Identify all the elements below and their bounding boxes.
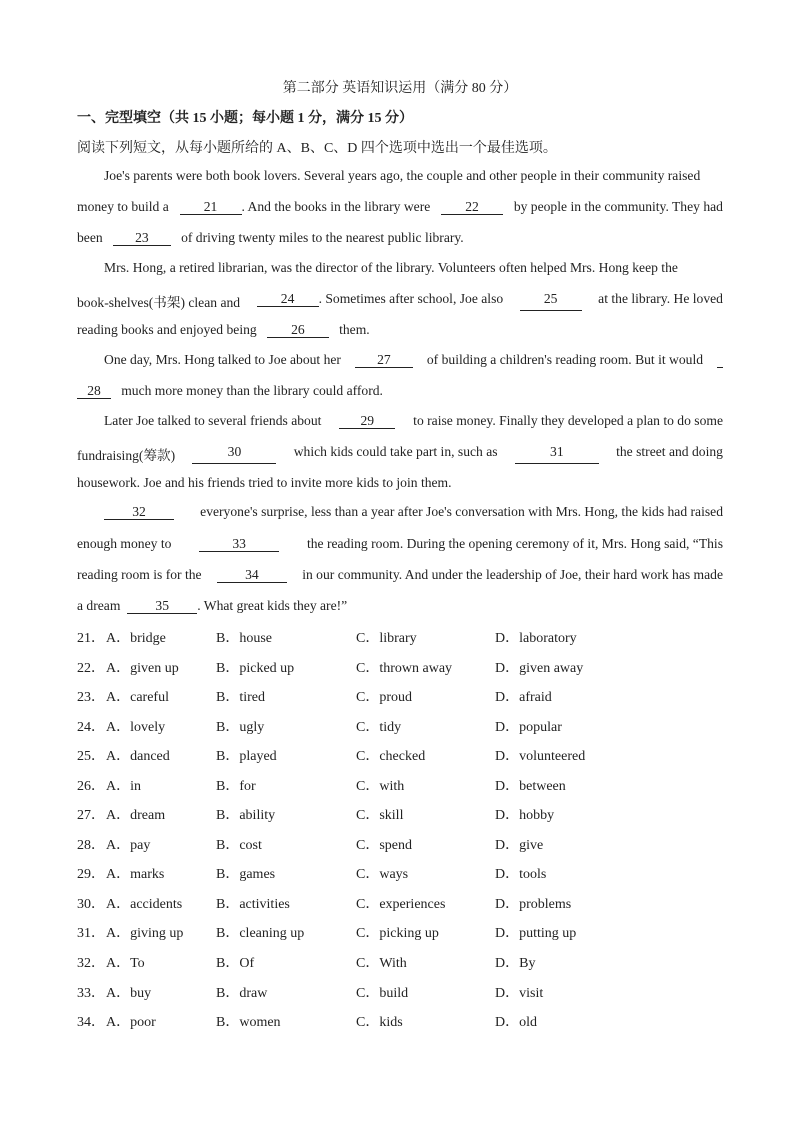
passage-line (77, 322, 723, 338)
passage-line (77, 598, 723, 614)
option-b[interactable]: B．cleaning up (216, 926, 305, 941)
answer-blank: 24 (257, 291, 319, 307)
passage-text: a dream (77, 598, 121, 613)
passage-text: . Sometimes after school, Joe also (318, 291, 504, 306)
passage-text: them. (339, 322, 370, 337)
option-a[interactable]: A．given up (106, 661, 179, 676)
option-b[interactable]: B．ugly (216, 720, 265, 735)
answer-blank (717, 352, 723, 368)
question-row-32 (77, 952, 677, 972)
option-d[interactable]: D．laboratory (495, 631, 577, 646)
answer-blank: 22 (441, 199, 503, 215)
question-number: 29． (77, 867, 105, 882)
passage-line (77, 383, 723, 399)
option-d[interactable]: D．volunteered (495, 749, 586, 764)
option-a[interactable]: A．To (106, 956, 145, 971)
answer-blank: 23 (113, 230, 171, 246)
answer-blank: 27 (355, 352, 413, 368)
option-a[interactable]: A．in (106, 779, 141, 794)
passage-text: by people in the community. They had (513, 199, 723, 214)
option-c[interactable]: C．experiences (356, 897, 446, 912)
option-b[interactable]: B．games (216, 867, 276, 882)
option-d[interactable]: D．tools (495, 867, 547, 882)
passage-line (104, 352, 723, 368)
option-b[interactable]: B．played (216, 749, 277, 764)
option-a[interactable]: A．giving up (106, 926, 184, 941)
passage-line (104, 504, 723, 520)
passage-text: book-shelves(书架) clean and (77, 295, 241, 310)
section-heading: 一、完型填空（共 15 小题；每小题 1 分，满分 15 分） (77, 111, 413, 126)
passage-text: the reading room. During the opening ceremony of it, Mrs. Hong said, “This (306, 536, 723, 551)
answer-blank: 25 (520, 291, 582, 311)
passage-text: to raise money. Finally they developed a plan to do some (413, 413, 723, 428)
option-b[interactable]: B．activities (216, 897, 290, 912)
option-d[interactable]: D．hobby (495, 808, 555, 823)
option-c[interactable]: C．kids (356, 1015, 403, 1030)
option-c[interactable]: C．picking up (356, 926, 439, 941)
question-row-25 (77, 745, 677, 765)
question-number: 26． (77, 779, 105, 794)
passage-text: One day, Mrs. Hong talked to Joe about her (104, 352, 341, 367)
instruction-text: 阅读下列短文，从每小题所给的 A、B、C、D 四个选项中选出一个最佳选项。 (77, 141, 557, 156)
passage-text: Mrs. Hong, a retired librarian, was the director of the library. Volunteers often helped Mrs. Hong keep the (104, 260, 678, 275)
option-d[interactable]: D．give (495, 838, 544, 853)
option-c[interactable]: C．thrown away (356, 661, 453, 676)
part-title: 第二部分 英语知识运用（满分 80 分） (282, 81, 518, 96)
passage-text: money to build a (77, 199, 169, 214)
passage-line (77, 291, 723, 311)
passage-text: . What great kids they are!” (197, 598, 348, 613)
question-row-30 (77, 893, 677, 913)
option-b[interactable]: B．draw (216, 986, 268, 1001)
question-number: 34． (77, 1015, 105, 1030)
passage-text: of driving twenty miles to the nearest public library. (181, 230, 464, 245)
passage-text: Joe's parents were both book lovers. Several years ago, the couple and other people in their community raised (104, 168, 701, 183)
passage-line (104, 260, 723, 276)
option-c[interactable]: C．With (356, 956, 407, 971)
passage-line (77, 536, 723, 552)
option-a[interactable]: A．dream (106, 808, 166, 823)
option-c[interactable]: C．build (356, 986, 409, 1001)
passage-text: the street and doing (616, 444, 723, 459)
answer-blank: 26 (267, 322, 329, 338)
option-b[interactable]: B．cost (216, 838, 262, 853)
question-row-23 (77, 686, 677, 706)
option-d[interactable]: D．popular (495, 720, 562, 735)
option-c[interactable]: C．library (356, 631, 417, 646)
passage-line (104, 168, 723, 184)
option-a[interactable]: A．accidents (106, 897, 183, 912)
option-a[interactable]: A．danced (106, 749, 170, 764)
passage-line (77, 567, 723, 583)
passage-line (77, 230, 723, 246)
answer-blank: 34 (217, 567, 287, 583)
option-a[interactable]: A．poor (106, 1015, 156, 1030)
option-d[interactable]: D．visit (495, 986, 544, 1001)
passage-text: enough money to (77, 536, 172, 551)
question-number: 24． (77, 720, 105, 735)
passage-line (77, 444, 723, 464)
option-a[interactable]: A．bridge (106, 631, 166, 646)
passage-line (77, 199, 723, 215)
question-row-33 (77, 982, 677, 1002)
passage-text: . And the books in the library were (241, 199, 431, 214)
option-d[interactable]: D．By (495, 956, 536, 971)
passage-text: everyone's surprise, less than a year after Joe's conversation with Mrs. Hong, the kids had raised (200, 504, 723, 519)
option-d[interactable]: D．problems (495, 897, 572, 912)
option-d[interactable]: D．old (495, 1015, 537, 1030)
passage-line (77, 475, 723, 491)
question-number: 32． (77, 956, 105, 971)
question-number: 30． (77, 897, 105, 912)
passage-text: reading books and enjoyed being (77, 322, 257, 337)
option-b[interactable]: B．house (216, 631, 272, 646)
option-c[interactable]: C．skill (356, 808, 404, 823)
option-d[interactable]: D．given away (495, 661, 584, 676)
option-a[interactable]: A．pay (106, 838, 151, 853)
passage-text: reading room is for the (77, 567, 202, 582)
question-row-29 (77, 863, 677, 883)
passage-line (104, 413, 723, 429)
passage-text: in our community. And under the leadership of Joe, their hard work has made (302, 567, 723, 582)
option-b[interactable]: B．for (216, 779, 256, 794)
option-c[interactable]: C．tidy (356, 720, 402, 735)
question-number: 23． (77, 690, 105, 705)
question-row-26 (77, 775, 677, 795)
passage-text: much more money than the library could afford. (121, 383, 383, 398)
option-c[interactable]: C．spend (356, 838, 412, 853)
option-b[interactable]: B．ability (216, 808, 276, 823)
question-number: 31． (77, 926, 105, 941)
passage-text: at the library. He loved (598, 291, 723, 306)
option-d[interactable]: D．between (495, 779, 566, 794)
question-row-31 (77, 922, 677, 942)
question-number: 21． (77, 631, 105, 646)
question-number: 22． (77, 661, 105, 676)
answer-blank: 35 (127, 598, 197, 614)
passage-text: fundraising(筹款) (77, 448, 176, 463)
question-row-22 (77, 657, 677, 677)
question-row-27 (77, 804, 677, 824)
question-row-24 (77, 716, 677, 736)
answer-blank: 30 (192, 444, 276, 464)
passage-text: been (77, 230, 103, 245)
passage-text: of building a children's reading room. But it would (426, 352, 704, 367)
question-number: 25． (77, 749, 105, 764)
option-b[interactable]: B．Of (216, 956, 255, 971)
option-a[interactable]: A．careful (106, 690, 169, 705)
question-row-34 (77, 1011, 677, 1031)
option-c[interactable]: C．ways (356, 867, 409, 882)
option-c[interactable]: C．checked (356, 749, 426, 764)
question-number: 33． (77, 986, 105, 1001)
option-a[interactable]: A．buy (106, 986, 152, 1001)
option-b[interactable]: B．tired (216, 690, 265, 705)
answer-blank: 29 (339, 413, 395, 429)
answer-blank: 21 (180, 199, 242, 215)
question-number: 28． (77, 838, 105, 853)
option-c[interactable]: C．with (356, 779, 405, 794)
question-row-28 (77, 834, 677, 854)
option-c[interactable]: C．proud (356, 690, 412, 705)
answer-blank: 31 (515, 444, 599, 464)
option-b[interactable]: B．picked up (216, 661, 295, 676)
option-a[interactable]: A．lovely (106, 720, 166, 735)
option-a[interactable]: A．marks (106, 867, 165, 882)
option-d[interactable]: D．putting up (495, 926, 577, 941)
option-d[interactable]: D．afraid (495, 690, 552, 705)
passage-text: which kids could take part in, such as (293, 444, 498, 459)
question-row-21 (77, 627, 677, 647)
answer-blank: 32 (104, 504, 174, 520)
answer-blank: 28 (77, 383, 111, 399)
passage-text: housework. Joe and his friends tried to invite more kids to join them. (77, 475, 452, 490)
answer-blank: 33 (199, 536, 279, 552)
option-b[interactable]: B．women (216, 1015, 281, 1030)
question-number: 27． (77, 808, 105, 823)
passage-text: Later Joe talked to several friends about (104, 413, 322, 428)
